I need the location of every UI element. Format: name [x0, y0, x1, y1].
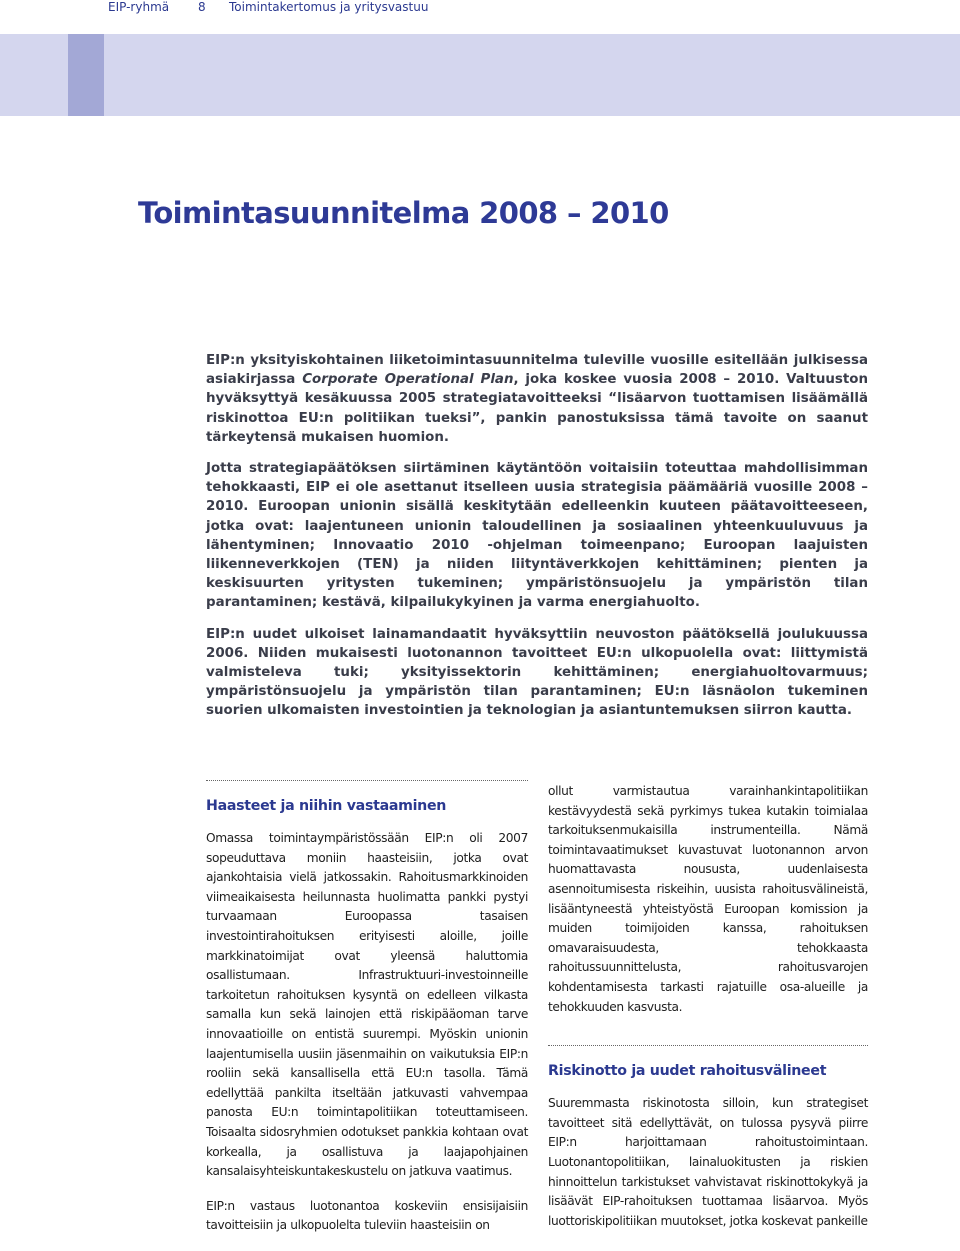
section-divider [206, 780, 528, 781]
document-title: Corporate Operational Plan [302, 372, 514, 388]
left-column [206, 780, 528, 1251]
section-divider [548, 1045, 868, 1046]
right-paragraph-1: ollut varmistautua varainhankintapolitiikan kestävyydestä sekä pyrkimys tukea kutakin toimialaa tarkoituksenmukaisilla instrumenteilla. Nämä toimintavaatimukset kuvastuvat luotonannon arvon huomattavasta noususta, uudenlaisesta asennoitumisesta riskeihin, uusista rahoitusvälineistä, lisääntyneestä yhteistyöstä Euroopan komission ja muiden toimijoiden kanssa, rahoituksen omavaraisuudesta, tehokkaasta rahoitussuunnittelusta, rahoitusvarojen kohdentamisesta tarkasti rajatuille osa-alueille ja tehokkuuden kasvusta. [548, 784, 868, 1014]
intro-paragraph-2: Jotta strategiapäätöksen siirtäminen käytäntöön voitaisiin toteuttaa mahdollisimman tehokkaasti, EIP ei ole asettanut itselleen uusia strategisia päämääriä vuosille 2008 – 2010. Euroopan unionin sisällä keskitytään edelleenkin kuuteen päätavoitteeseen, jotka ovat: laajentuneen unionin taloudellinen ja sosiaalinen yhteenkuuluvuus ja lähentyminen; Innovaatio 2010 -ohjelman toimeenpano; Euroopan laajuisten liikenneverkkojen (TEN) ja niiden liityntäverkkojen kehittäminen; pienten ja keskisuurten yritysten tukeminen; ympäristönsuojelu ja ympäristön tilan parantaminen; kestävä, kilpailukykyinen ja varma energiahuolto. [206, 461, 868, 611]
intro-paragraph-1: EIP:n yksityiskohtainen liiketoimintasuunnitelma tuleville vuosille esitellään julkisessa asiakirjassa Corporate Operational Plan, joka koskee vuosia 2008 – 2010. Valtuuston hyväksyttyä kesäkuussa 2005 strategiatavoitteeksi “lisäarvon tuottamisen lisäämällä riskinottoa EU:n politiikan tueksi”, pankin panostuksissa tämä tavoite on saanut tärkeytensä mukaisen huomion. [206, 353, 868, 445]
page-number: 8 [198, 0, 206, 14]
running-header-title: Toimintakertomus ja yritysvastuu [229, 0, 429, 14]
right-paragraph-2: Suuremmasta riskinotosta silloin, kun strategiset tavoitteet sitä edellyttävät, on tulossa pysyvä piirre EIP:n harjoittamaan rahoitustoimintaan. Luotonantopolitiikan, lainaluokitusten ja riskien hinnoittelun tarkistukset vahvistavat riskinottokykyä ja lisäävät EIP-rahoituksen tuottamaa lisäarvoa. Myös luottoriskipolitiikan muutokset, jotka koskevat pankeille [548, 1096, 868, 1228]
section-heading-risk: Riskinotto ja uudet rahoitusvälineet [548, 1063, 827, 1080]
running-header [0, 0, 960, 20]
header-band-tab [68, 34, 104, 116]
running-header-section: EIP-ryhmä [108, 0, 170, 14]
left-paragraph-1: Omassa toimintaympäristössään EIP:n oli 2007 sopeuduttava moniin haasteisiin, jotka ovat ajankohtaisia vielä jatkossakin. Rahoitusmarkkinoiden viimeaikaisesta heilunnasta huolimatta pankki pystyi turvaamaan Euroopassa tasaisen investointirahoituksen erityisesti aloille, joille markkinatoimijat ovat yleensä haluttomia osallistumaan. Infrastruktuuri-investoinneille tarkoitetun rahoituksen kysyntä on edelleen vilkasta samalla kun sekä lainojen että riskipääoman tarve innovaatioille on entistä suurempi. Myöskin unionin laajentumisella uusiin jäsenmaihin on vaikutuksia EIP:n rooliin sekä kansallisella että EU:n tasolla. Tämä edellyttää pankilta itseltään jatkuvasti vahvempaa panosta EU:n toimintapolitiikan toteuttamiseen. Toisaalta sidosryhmien odotukset pankkia kohtaan ovat korkealla, ja osallistuva ja laajapohjainen kansalaisyhteiskuntakeskustelu on jatkuva vaatimus. [206, 831, 528, 1179]
right-column [548, 782, 868, 1246]
section-heading-challenges: Haasteet ja niihin vastaaminen [206, 798, 447, 814]
left-paragraph-2: EIP:n vastaus luotonantoa koskeviin ensisijaisiin tavoitteisiin ja ulkopuolelta tuleviin haasteisiin on [206, 1198, 528, 1233]
page-title: Toimintasuunnitelma 2008 – 2010 [138, 196, 669, 230]
intro-paragraph-3: EIP:n uudet ulkoiset lainamandaatit hyväksyttiin neuvoston päätöksellä joulukuussa 2006. Niiden mukaisesti luotonannon tavoitteet EU:n ulkopuolella ovat: liittymistä valmisteleva tuki; yksityissektorin kehittäminen; energiahuoltovarmuus; ympäristönsuojelu ja ympäristön tilan parantaminen; EU:n läsnäolon tukeminen suorien ulkomaisten investointien ja teknologian ja asiantuntemuksen siirron kautta. [206, 626, 868, 719]
intro-section [206, 351, 868, 733]
header-band [0, 34, 960, 116]
